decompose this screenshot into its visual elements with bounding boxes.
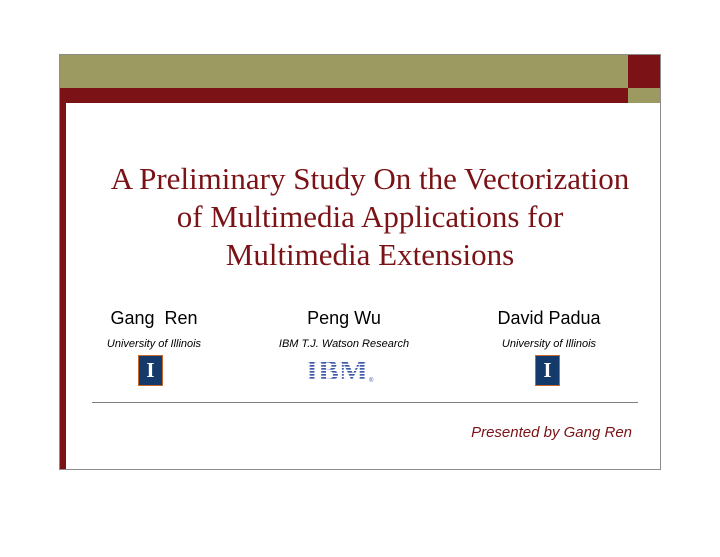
header-corner-olive [628,88,660,103]
divider-line [92,402,638,403]
title-line-2: of Multimedia Applications for [176,199,564,234]
ibm-logo-text: IBM [306,356,368,384]
ibm-registered-mark: ® [369,378,374,384]
author-affiliation: University of Illinois [501,338,597,350]
author-name: Peng Wu [307,308,381,328]
author-name: Gang Ren [110,308,198,328]
header-maroon-bar [60,88,628,103]
author-affiliation: University of Illinois [106,338,202,350]
ibm-logo-icon [305,356,375,384]
author-block-david-padua [459,307,639,350]
header-corner-maroon [628,55,660,88]
presenter-credit: Presented by Gang Ren [471,424,632,441]
author-name: David Padua [497,308,601,328]
title-line-3: Multimedia Extensions [225,237,515,272]
uiuc-icon: I [138,355,163,386]
header-olive-bar [60,55,628,88]
uiuc-icon: I [535,355,560,386]
author-affiliation: IBM T.J. Watson Research [278,338,410,350]
title-line-1: A Preliminary Study On the Vectorization [110,161,630,196]
author-block-gang-ren [64,307,244,350]
author-block-peng-wu [254,307,434,350]
left-accent-stripe [60,103,66,469]
slide-title [80,160,660,274]
